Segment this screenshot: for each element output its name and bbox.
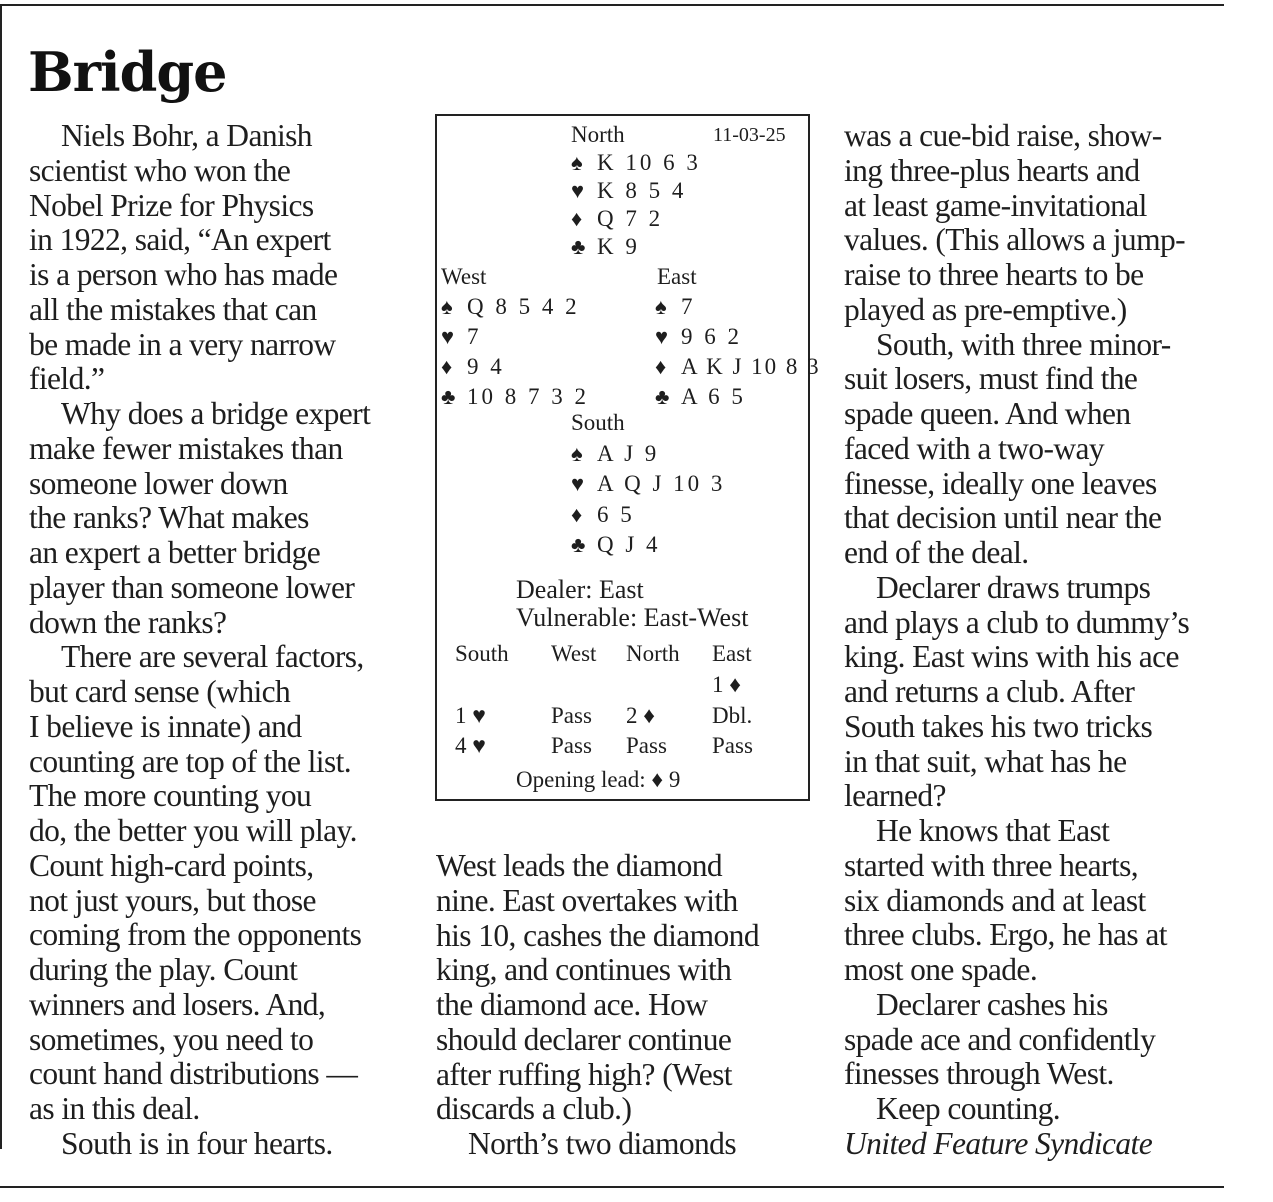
north-label: North — [571, 122, 625, 147]
east-label: East — [657, 264, 697, 289]
heart-icon: ♥ — [571, 178, 585, 203]
text-line: Count high-card points, — [29, 847, 314, 883]
heart-icon: ♥ — [571, 471, 585, 496]
east-hearts: ♥ 9 6 2 — [655, 324, 742, 349]
text-line: make fewer mistakes than — [29, 430, 343, 466]
text-line: six diamonds and at least — [844, 882, 1146, 918]
west-spades: ♠ Q 8 5 4 2 — [441, 294, 580, 319]
heart-icon: ♥ — [441, 324, 455, 349]
north-spades: ♠ K 10 6 3 — [571, 150, 701, 175]
north-hearts: ♥ K 8 5 4 — [571, 178, 687, 203]
text-line: most one spade. — [844, 952, 1038, 987]
text-line: as in this deal. — [29, 1091, 200, 1126]
south-diamonds: ♦ 6 5 — [571, 502, 635, 527]
auction-bid: 2 ♦ — [626, 703, 655, 728]
text-line: nine. East overtakes with — [436, 882, 738, 918]
west-hearts: ♥ 7 — [441, 324, 482, 349]
south-label: South — [571, 410, 625, 435]
deal-date: 11-03-25 — [713, 124, 786, 146]
text-line: be made in a very narrow — [29, 326, 336, 362]
east-spades: ♠ 7 — [655, 294, 696, 319]
article-column-3 — [844, 119, 1189, 1162]
club-icon: ♣ — [571, 234, 586, 259]
text-line: North’s two diamonds — [468, 1126, 736, 1161]
text-line: He knows that East — [876, 813, 1110, 848]
text-line: not just yours, but those — [29, 882, 316, 918]
text-line: Why does a bridge expert — [61, 396, 371, 431]
text-line: all the mistakes that can — [29, 291, 317, 327]
text-line: in that suit, what has he — [844, 743, 1127, 779]
text-line: an expert a better bridge — [29, 535, 321, 570]
text-line: after ruffing high? (West — [436, 1056, 732, 1092]
spade-icon: ♠ — [441, 294, 453, 319]
deal-diagram — [435, 114, 821, 801]
dealer-info: Dealer: East — [516, 575, 644, 604]
text-line: There are several factors, — [61, 639, 364, 675]
east-clubs: ♣ A 6 5 — [655, 384, 746, 409]
text-line: Declarer draws trumps — [876, 569, 1151, 605]
auction-bid: 4 ♥ — [455, 733, 486, 758]
text-line: that decision until near the — [844, 500, 1162, 536]
spade-icon: ♠ — [571, 441, 583, 466]
text-line: should declarer continue — [436, 1021, 732, 1057]
text-line: his 10, cashes the diamond — [436, 917, 759, 953]
text-line: winners and losers. And, — [29, 986, 326, 1022]
page-title: Bridge — [28, 40, 227, 104]
diamond-icon: ♦ — [571, 502, 583, 527]
text-line: ing three-plus hearts and — [844, 152, 1140, 188]
auction-bid: Pass — [712, 733, 753, 758]
byline: United Feature Syndicate — [844, 1125, 1153, 1161]
text-line: spade queen. And when — [844, 396, 1131, 431]
text-line: Nobel Prize for Physics — [29, 187, 314, 223]
text-line: was a cue-bid raise, show- — [844, 118, 1162, 153]
vulnerability-info: Vulnerable: East-West — [516, 603, 749, 632]
opening-lead: Opening lead: ♦ 9 — [516, 767, 681, 792]
text-line: Keep counting. — [876, 1091, 1061, 1126]
south-clubs: ♣ Q J 4 — [571, 532, 661, 557]
text-line: in 1922, said, “An expert — [29, 222, 331, 258]
text-line: counting are top of the list. — [29, 743, 352, 779]
text-line: The more counting you — [29, 778, 312, 814]
left-rule — [0, 4, 2, 1149]
text-line: suit losers, must find the — [844, 361, 1138, 397]
text-line: coming from the opponents — [29, 917, 362, 953]
text-line: finesses through West. — [844, 1056, 1114, 1092]
west-diamonds: ♦ 9 4 — [441, 354, 505, 379]
text-line: spade ace and confidently — [844, 1021, 1156, 1057]
diamond-icon: ♦ — [441, 354, 453, 379]
text-line: Declarer cashes his — [876, 986, 1108, 1022]
north-diamonds: ♦ Q 7 2 — [571, 206, 664, 231]
diamond-icon: ♦ — [655, 354, 667, 379]
club-icon: ♣ — [441, 384, 456, 409]
text-line: player than someone lower — [29, 569, 355, 605]
auction-bid: 1 ♥ — [455, 703, 486, 728]
spade-icon: ♠ — [571, 150, 583, 175]
text-line: is a person who has made — [29, 257, 338, 292]
diamond-icon: ♦ — [571, 206, 583, 231]
text-line: South is in four hearts. — [61, 1125, 333, 1161]
text-line: played as pre-emptive.) — [844, 291, 1127, 327]
club-icon: ♣ — [571, 532, 586, 557]
text-line: king. East wins with his ace — [844, 639, 1179, 675]
text-line: discards a club.) — [436, 1091, 632, 1127]
text-line: do, the better you will play. — [29, 813, 357, 848]
text-line: and plays a club to dummy’s — [844, 604, 1190, 640]
text-line: count hand distributions — — [29, 1056, 358, 1092]
west-clubs: ♣ 10 8 7 3 2 — [441, 384, 589, 409]
text-line: finesse, ideally one leaves — [844, 465, 1157, 501]
text-line: field.” — [29, 361, 105, 397]
text-line: faced with a two-way — [844, 430, 1105, 466]
auction-header-west: West — [551, 641, 597, 666]
text-line: scientist who won the — [29, 152, 291, 188]
west-label: West — [441, 264, 487, 289]
top-rule — [0, 4, 1224, 6]
text-line: and returns a club. After — [844, 674, 1135, 709]
text-line: learned? — [844, 778, 946, 814]
auction-header-north: North — [626, 641, 680, 666]
heart-icon: ♥ — [655, 324, 669, 349]
club-icon: ♣ — [655, 384, 670, 409]
text-line: the ranks? What makes — [29, 500, 309, 536]
text-line: end of the deal. — [844, 535, 1029, 570]
auction-bid: Pass — [551, 733, 592, 758]
text-line: the diamond ace. How — [436, 987, 708, 1022]
article-column-1 — [29, 119, 370, 1162]
text-line: sometimes, you need to — [29, 1021, 314, 1057]
text-line: values. (This allows a jump- — [844, 222, 1186, 258]
text-line: I believe is innate) and — [29, 708, 302, 744]
text-line: Niels Bohr, a Danish — [61, 118, 312, 153]
text-line: someone lower down — [29, 465, 288, 501]
north-clubs: ♣ K 9 — [571, 234, 640, 259]
bottom-rule — [0, 1186, 1224, 1188]
south-hearts: ♥ A Q J 10 3 — [571, 471, 726, 496]
article-column-2 — [436, 849, 759, 1162]
text-line: South, with three minor- — [876, 326, 1171, 362]
auction-header-south: South — [455, 641, 509, 666]
text-line: king, and continues with — [436, 952, 732, 988]
text-line: down the ranks? — [29, 604, 227, 640]
text-line: but card sense (which — [29, 674, 291, 709]
text-line: South takes his two tricks — [844, 708, 1153, 744]
text-line: at least game-invitational — [844, 187, 1147, 223]
text-line: raise to three hearts to be — [844, 257, 1144, 292]
text-line: West leads the diamond — [436, 848, 723, 883]
text-line: during the play. Count — [29, 952, 298, 987]
auction-bid: Dbl. — [712, 703, 753, 728]
auction-bid: Pass — [551, 703, 592, 728]
text-line: started with three hearts, — [844, 847, 1139, 883]
east-diamonds: ♦ A K J 10 8 3 — [655, 354, 821, 379]
auction-header-east: East — [712, 641, 752, 666]
auction-bid: Pass — [626, 733, 667, 758]
text-line: three clubs. Ergo, he has at — [844, 917, 1167, 953]
spade-icon: ♠ — [655, 294, 667, 319]
south-spades: ♠ A J 9 — [571, 441, 660, 466]
auction-bid: 1 ♦ — [712, 672, 741, 697]
